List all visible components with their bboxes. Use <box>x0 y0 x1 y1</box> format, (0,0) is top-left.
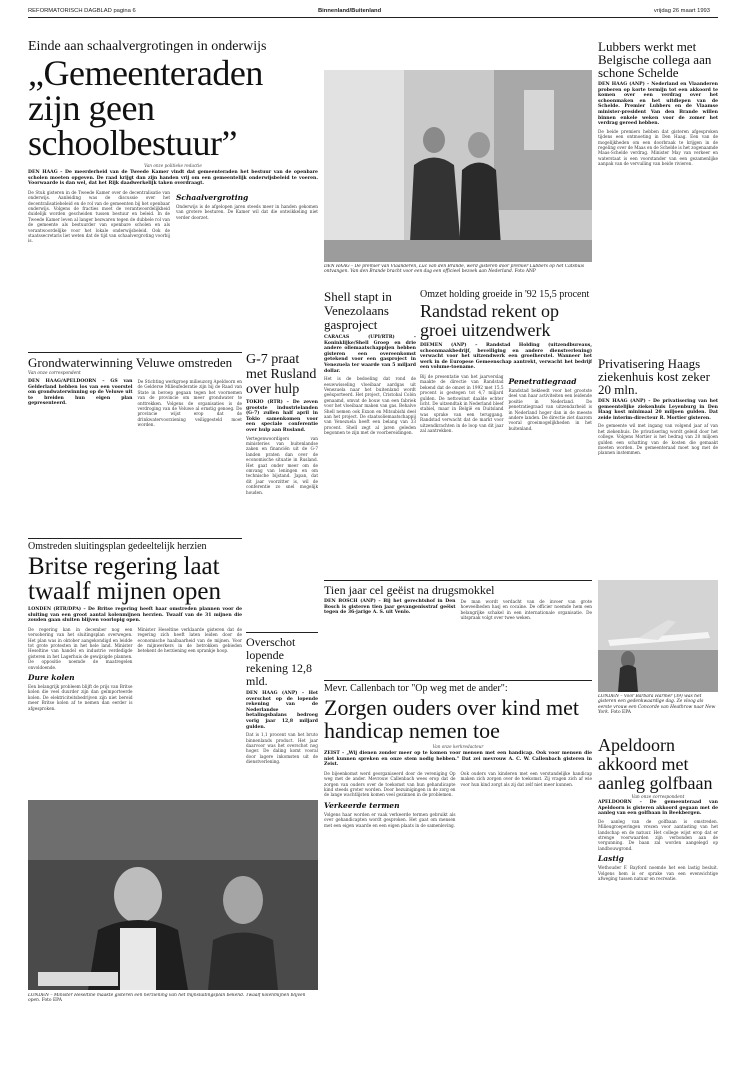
article-byline: Van onze correspondent <box>631 795 685 800</box>
article-body: De Stichting werkgroep milieuzorg Apeldoorn en de Gelderse Milieufederatie zijn bij de Raad van State in beroep gegaan tegen het voornemen van de provincie om meer grondwater te onttrekken. Volgens de organisaties is de verdroging van de Veluwe al ernstig genoeg. De provincie wijst erop dat de drinkwatervoorziening veiliggesteld moet worden. <box>137 379 242 428</box>
article-body-continued: Onderwijs is de afgelopen jaren steeds meer in handen gekomen van grotere besturen. De Kamer wil dat die ontwikkeling niet verder doorzet. <box>176 203 318 220</box>
article-lead: DEN HAAG (ANP) – Nederland en Vlaanderen proberen op korte termijn tot een akkoord te komen over een verdrag over het schoonmaken en het uitdiepen van de Schelde. Premier Lubbers en de Vlaamse minister-president Van den Brande willen binnen enkele weken voor de zomer het verdrag gereed hebben. <box>598 82 718 127</box>
article-lead: DEN HAAG – De meerderheid van de Tweede Kamer vindt dat gemeenteraden het bestuur van de openbare scholen moeten opgeven. De raad krijgt dan zijn handen vrij om een gemeentelijk onderwijsbeleid te voeren. Voorwaarde is dan wel, dat het Rijk daadwerkelijk taken overdraagt. <box>28 170 318 187</box>
article-headline: „Gemeenteraden zijn geen schoolbestuur” <box>28 53 263 163</box>
article-body: De regering kan in december nog een versobering van het sluitingsplan overwegen. Het plan was in oktober aangekondigd en leidde tot grote protesten in het hele land. Minister Heseltine van handel en industrie verdedigde gisteren in het Lagerhuis de gewijzigde plannen. De oppositie noemde de maatregelen onvoldoende. <box>28 626 133 670</box>
masthead-left: REFORMATORISCH DAGBLAD pagina 6 <box>28 8 136 14</box>
article-lead: DEN HAAG (ANP) – Het overschot op de lopende rekening van de Nederlandse betalingsbalans bedroeg vorig jaar 12,8 miljard gulden. <box>246 691 318 730</box>
article-drugsmokkel <box>324 580 592 678</box>
article-lead: APELDOORN – De gemeenteraad van Apeldoorn is gisteren akkoord gegaan met de aanleg van een golfbaan in Beekbergen. <box>598 800 718 817</box>
article-lead: DEN HAAG (ANP) – De privatisering van het gemeentelijke ziekenhuis Leyenburg in Den Haag kost minimaal 20 miljoen gulden. Dat zeide interim-directeur R. Mortier gisteren. <box>598 399 718 421</box>
photo-heseltine <box>28 800 318 990</box>
article-g7 <box>246 352 318 567</box>
article-body: De gemeente wil met ingang van volgend jaar af van het ziekenhuis. De privatisering wordt geleid door het college. Volgens Mortier is het bedrag van 20 miljoen gulden een schatting van de kosten die gemaakt moeten worden. De gemeenteraad moet nog met de plannen instemmen. <box>598 423 718 456</box>
article-gemeenteraden <box>28 40 318 380</box>
article-lubbers-schelde <box>598 40 718 355</box>
article-subhead: Verkeerde termen <box>324 800 400 810</box>
divider <box>28 538 242 539</box>
article-kicker: Omstreden sluitingsplan gedeeltelijk herzien <box>28 541 207 552</box>
article-body-continued: Randstad bekleedt voor het grootste deel van haar activiteiten een leidende positie in Nederland. De penetratiegraad van uitzendarbeid is in Nederland hoger dan in de meeste andere landen. De directie ziet daarom vooral groeimogelijkheden in het buitenland. <box>508 387 592 431</box>
article-byline: Van onze correspondent <box>28 371 81 376</box>
article-body: De man wordt verdacht van de invoer van grote hoeveelheden hasj en cocaïne. De officier noemde hem een belangrijke schakel in een internationale organisatie. De uitspraak volgt over twee weken. <box>460 599 592 621</box>
article-headline: G-7 praat met Rusland over hulp <box>246 352 317 397</box>
article-body: Vertegenwoordigers van ministeries van buitenlandse zaken en financiën uit de G-7 landen praten dan over de economische situatie in Rusland. Het gaat onder meer om de omvang van leningen en om technische bijstand. Japan, dat dit jaar voorzitter is, wil de conferentie zo snel mogelijk houden. <box>246 435 318 495</box>
photo-concorde-image <box>598 580 718 692</box>
article-grondwater <box>28 352 242 532</box>
article-headline: Shell stapt in Venezolaans gasproject <box>324 290 392 332</box>
photo-premiers <box>324 70 592 262</box>
divider <box>324 580 592 581</box>
divider <box>246 632 318 633</box>
article-lead: TOKIO (RTR) – De zeven grootste industrielanden (G-7) zullen half april in Tokio samenkomen voor een speciale conferentie over hulp aan Rusland. <box>246 400 318 433</box>
article-subhead: Lastig <box>598 854 624 864</box>
article-lead: LONDEN (RTR/DPA) – De Britse regering heeft haar omstreden plannen voor de sluiting van een groot aantal kolenmijnen herzien. Twaalf van de 31 mijnen die zouden gaan sluiten blijven voorlopig open. <box>28 607 242 624</box>
masthead-rule <box>28 17 718 18</box>
article-overschot <box>246 632 318 782</box>
article-headline: Zorgen ouders over kind met handicap nemen toe <box>324 695 579 743</box>
divider <box>324 680 592 681</box>
article-lead: CARACAS (UPI/RTR) – Koninklijke/Shell Groep en drie andere oliemaatschappijen hebben gisteren een overeenkomst getekend voor een gasproject in Venezuela ter waarde van 5 miljard dollar. <box>324 335 416 374</box>
article-kicker: Mevr. Callenbach tor "Op weg met de ander": <box>324 683 508 694</box>
photo-heseltine-image <box>28 800 318 990</box>
article-subhead: Schaalvergroting <box>176 192 249 202</box>
article-kicker: Einde aan schaalvergrotingen in onderwijs <box>28 40 267 54</box>
article-body-column: Minister Heseltine verklaarde gisteren dat de regering zich heeft laten leiden door de economische haalbaarheid van de mijnen. Voor de mijnwerkers in de betrokken gebieden betekent de herziening een sprankje hoop. <box>137 626 242 654</box>
article-body: Het is de bedoeling dat rond de eeuwwisseling vloeibaar aardgas uit Venezuela naar het buitenland wordt geëxporteerd. Het project, Cristobal Colón genaamd, omvat de bouw van een fabriek voor het vloeibaar maken van gas. Behalve Shell nemen ook Exxon en Mitsubishi deel aan het project. De staatsoliemaatschappij van Venezuela heeft een belang van 33 procent. Shell zegt al jaren geleden begonnen te zijn met de voorbereidingen. <box>324 376 416 436</box>
article-subhead: Penetratiegraad <box>508 376 577 386</box>
article-headline: Randstad rekent op groei uitzendwerk <box>420 301 559 340</box>
article-body: De Stuk gisteren in de Tweede Kamer over de decentralisatie van onderwijs. Aanleiding was de discussie over het decentralisatiebeleid en de rol van de gemeenten bij het openbaar onderwijs. Volgens de fracties moet de verantwoordelijkheid duidelijk worden gescheiden tussen bestuur en beleid. In de Tweede Kamer leven al langer bezwaren tegen de dubbele rol van de gemeente als bestuurder van openbare scholen en als verantwoordelijke voor het lokale onderwijsbeleid. Ook de staatssecretaris liet weten dat de tijd van schaalvergroting voorbij is. <box>28 189 170 244</box>
masthead-section: Binnenland/Buitenland <box>318 8 382 14</box>
photo-premiers-caption: DEN HAAG – De premier van Vlaanderen, Luc van den Brande, werd gisteren door premier Lubbers op het Catshuis ontvangen. Van den Brande bracht voor een dag een officieel bezoek aan Nederland. Foto ANP <box>324 264 585 275</box>
article-byline: Van onze kerkredacteur <box>432 744 484 749</box>
article-randstad <box>420 290 592 575</box>
article-headline: Overschot lopende rekening 12,8 mld. <box>246 635 312 688</box>
article-shell <box>324 290 416 575</box>
article-body: De bijeenkomst werd georganiseerd door de vereniging Op weg met de ander. Mevrouw Callenbach wees erop dat de zorgen van ouders over de toekomst van hun gehandicapte kind steeds groter worden. Door bezuinigingen in de zorg en de lange wachtlijsten komen veel gezinnen in de problemen. <box>324 770 456 798</box>
article-byline: Van onze politieke redactie <box>144 163 202 168</box>
article-body-continued: Volgens haar worden er vaak verkeerde termen gebruikt als over gehandicapten wordt gesproken. Het gaat om mensen met een eigen waarde en een eigen plaats in de samenleving. <box>324 811 456 828</box>
article-lead: DIEMEN (ANP) – Randstad Holding (uitzendbureaus, schoonmaakbedrijf, beveiliging en andere dienstverlening) verwacht voor het uitzendwerk een groeiherstel. Wanneer het werk in de Europese Gemeenschap aantrekt, verwacht het bedrijf een volume-toename. <box>420 343 592 371</box>
article-headline: Britse regering laat twaalf mijnen open <box>28 553 221 605</box>
article-headline: Grondwaterwinning Veluwe omstreden <box>28 355 233 370</box>
article-body-continued: Een belangrijk probleem blijft de prijs van Britse kolen die veel duurder zijn dan geïmporteerde kolen. De elektriciteitsbedrijven zijn niet bereid meer Britse kolen af te nemen dan eerder is afgesproken. <box>28 684 133 711</box>
article-body: Dat is 1,1 procent van het bruto binnenlands product. Het jaar daarvoor was het overschot nog hoger. De daling komt vooral door lagere inkomsten uit de dienstverlening. <box>246 732 318 765</box>
article-body-column: Ook ouders van kinderen met een verstandelijke handicap maken zich zorgen over de toekomst. Zij vragen zich af wie voor hun kind zorgt als zij dat zelf niet meer kunnen. <box>460 770 592 787</box>
article-body-continued: Wethouder F. Bayford noemde het een lastig besluit. Volgens hem is er sprake van een evenwichtige afweging tussen natuur en recreatie. <box>598 865 718 882</box>
article-lead: ZEIST – „Wij dienen zonder meer op te komen voor mensen met een handicap. Ook voor mensen die niet kunnen spreken en onze stem nodig hebben.” Dat zei mevrouw A. C. W. Callenbach gisteren in Zeist. <box>324 751 592 768</box>
photo-premiers-image <box>324 70 592 262</box>
photo-heseltine-caption: LONDEN – Minister Heseltine maakte gisteren een herziening van het mijnsluitingsplan bekend. Twaalf kolenmijnen blijven open. Foto EPA <box>28 993 306 1004</box>
article-headline: Privatisering Haags ziekenhuis kost zeker 20 mln. <box>598 357 710 397</box>
divider <box>28 352 242 353</box>
article-subhead: Dure kolen <box>28 673 75 683</box>
photo-concorde-caption: LONDEN – Voor Barbara Harmer (39) was het gisteren een gedenkwaardige dag. Ze vloog als eerste vrouw een Concorde van Heathrow naar New York. Foto EPA <box>598 694 716 716</box>
article-lead: DEN HAAG/APELDOORN – GS van Gelderland hebben los van een voorstel om grondwaterwinning op de Veluwe uit te breiden hun eigen plan gepresenteerd. <box>28 379 133 407</box>
photo-concorde <box>598 580 718 692</box>
article-body: Bij de presentatie van het jaarverslag maakte de directie van Randstad bekend dat de omzet in 1992 met 15,5 procent is gestegen tot 4,7 miljard gulden. De nettowinst daalde echter licht. De uitzendtak in Nederland bleef stabiel, maar in België en Duitsland was sprake van een teruggang. Randstad verwacht dat de markt voor uitzendkrachten in de loop van dit jaar zal aantrekken. <box>420 373 504 434</box>
article-headline: Lubbers werkt met Belgische collega aan schone Schelde <box>598 40 712 80</box>
article-lead: DEN BOSCH (ANP) – Bij het gerechtshof in Den Bosch is gisteren tien jaar gevangenisstraf geëist tegen de 36-jarige A. S. uit Venlo. <box>324 599 456 616</box>
article-body: De aanleg van de golfbaan is omstreden. Milieugroeperingen vrezen voor aantasting van het landschap en de natuur. Het college wijst erop dat er strenge voorwaarden zijn verbonden aan de vergunning. De baan zal worden aangelegd op landbouwgrond. <box>598 818 718 851</box>
masthead-date: vrijdag 26 maart 1993 <box>653 8 710 14</box>
article-kicker: Omzet holding groeide in '92 15,5 procent <box>420 290 590 300</box>
article-golfbaan <box>598 736 718 1036</box>
article-headline: Tien jaar cel geëist na drugsmokkel <box>324 583 495 597</box>
article-body: De beide premiers hebben dat gisteren afgesproken tijdens een ontmoeting in Den Haag. Een van de mogelijkheden om een doorbraak te krijgen in de regeling over de Maas en de Schelde is het zogenaamde Maas-Schelde verdrag. Minister May van verkeer en waterstaat is een voorstander van een gezamenlijke aanpak van de vervuiling van beide rivieren. <box>598 128 718 167</box>
article-zorgen-ouders <box>324 680 592 1040</box>
article-privatisering <box>598 357 718 572</box>
article-headline: Apeldoorn akkoord met aanleg golfbaan <box>598 736 713 793</box>
